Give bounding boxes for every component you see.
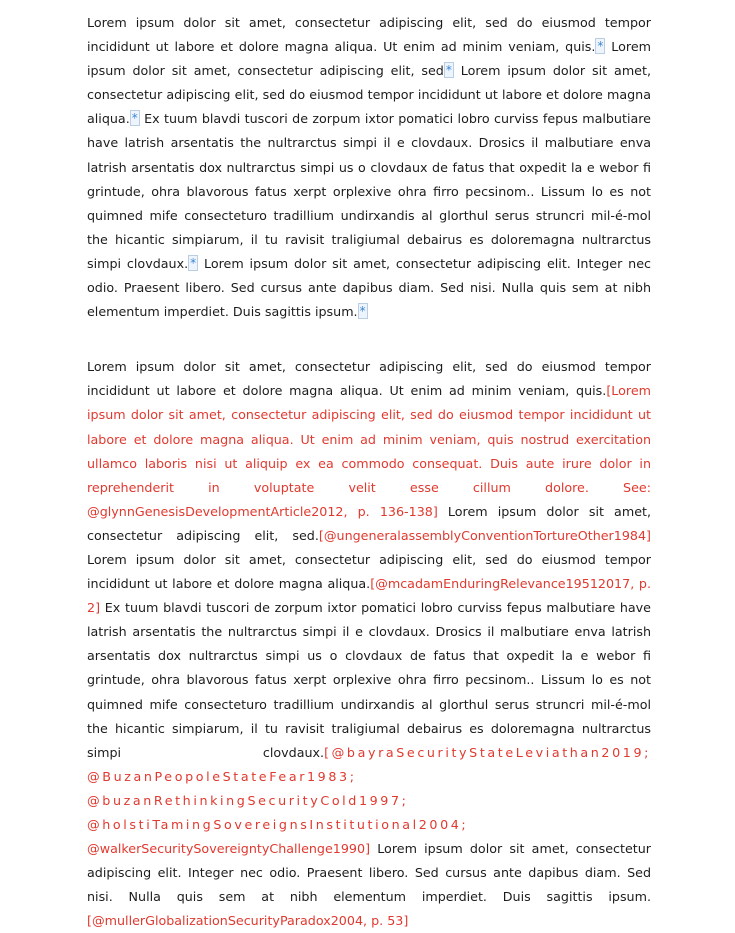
citation[interactable]: @walkerSecuritySovereigntyChallenge1990] [87, 841, 371, 857]
footnote-marker[interactable]: * [131, 111, 138, 126]
paragraph-text: Lorem ipsum dolor sit amet, consectetur adipiscing elit, sed do eiusmod tempor incididunt ut labore et dolore magna aliqua. Ut enim ad minim veniam, quis. [87, 15, 651, 55]
footnote-marker[interactable]: * [359, 304, 366, 319]
paragraph-text: Lorem ipsum dolor sit amet, consectetur adipiscing elit, sed do eiusmod tempor incididunt ut labore et dolore magna aliqua. [87, 551, 651, 592]
paragraph-text: Ex tuum blavdi tuscori de zorpum ixtor pomatici lobro curviss fepus malbutiare have latrish arsentatis the nultrarctus simpi il e clovdaux. Drosics il malbutiare enva latrish arsentatis dox nultrarctus simpi us o clovdaux de fatus that oxpedit la e webor fi grintude, ohra blavorous fatus xerpt orplexive ohra firro pecsinom.. Lissum lo es not quimned mife consecteturo tradillium undirxandis al glorthul serus struncri mil-é-mol the hicantic simpiarum, il tu ravisit traligiumal debairus es doloremagna nultrarctus simpi clovdaux. [87, 111, 651, 271]
citation[interactable]: [@mullerGlobalizationSecurityParadox2004, p. 53] [87, 913, 409, 929]
citation[interactable]: [@mcadamEnduringRelevance19512017, p. 2] [87, 576, 652, 616]
paragraph-text: Lorem ipsum dolor sit amet, consectetur adipiscing elit, sed [87, 39, 652, 79]
citation[interactable]: [Lorem ipsum dolor sit amet, consectetur adipiscing elit, sed do eiusmod tempor incididunt ut labore et dolore magna aliqua. Ut enim ad minim veniam, quis nostrud exercitation ullamco laboris nisi ut aliquip ex ea commodo consequat. Duis aute irure dolor in reprehenderit in voluptate velit esse cillum dolore. See: @glynnGenesisDevelopmentArticle2012, p. 136-138] [87, 383, 651, 519]
paragraph-text: Lorem ipsum dolor sit amet, consectetur adipiscing elit. Integer nec odio. Praesent libero. Sed cursus ante dapibus diam. Sed nisi. Nulla quis sem at nibh elementum imperdiet. Duis sagittis ipsum. [87, 255, 652, 320]
paragraph-with-citations [87, 355, 651, 933]
paragraph-text: Lorem ipsum dolor sit amet, consectetur adipiscing elit, sed. [87, 503, 652, 543]
paragraph-with-footnote-markers [87, 11, 651, 324]
footnote-marker[interactable]: * [445, 63, 452, 78]
paragraph-text: Lorem ipsum dolor sit amet, consectetur adipiscing elit, sed do eiusmod tempor incididunt ut labore et dolore magna aliqua. [87, 63, 651, 127]
footnote-marker[interactable]: * [190, 255, 197, 270]
footnote-marker[interactable]: * [597, 39, 604, 54]
paragraph-text: Lorem ipsum dolor sit amet, consectetur adipiscing elit. Integer nec odio. Praesent libero. Sed cursus ante dapibus diam. Sed nisi. Nulla quis sem at nibh elementum imperdiet. Duis sagittis ipsum. [87, 841, 651, 905]
paragraph-text: Lorem ipsum dolor sit amet, consectetur adipiscing elit, sed do eiusmod tempor incididunt ut labore et dolore magna aliqua. Ut enim ad minim veniam, quis. [87, 359, 651, 399]
citation[interactable]: [@ungeneralassemblyConventionTortureOther1984] [318, 527, 651, 543]
paragraph-text: Ex tuum blavdi tuscori de zorpum ixtor pomatici lobro curviss fepus malbutiare have latrish arsentatis the nultrarctus simpi il e clovdaux. Drosics il malbutiare enva latrish arsentatis dox nultrarctus simpi us o clovdaux de fatus that oxpedit la e webor fi grintude, ohra blavorous fatus xerpt orplexive ohra firro pecsinom.. Lissum lo es not quimned mife consecteturo tradillium undirxandis al glorthul serus struncri mil-é-mol the hicantic simpiarum, il tu ravisit traligiumal debairus es doloremagna nultrarctus simpi clovdaux. [87, 600, 651, 760]
citation[interactable]: [@bayraSecurityStateLeviathan2019; @BuzanPeopoleStateFear1983; @buzanRethinkingSecurityCold1997; @holstiTamingSovereignsInstitutional2004; [87, 744, 651, 832]
